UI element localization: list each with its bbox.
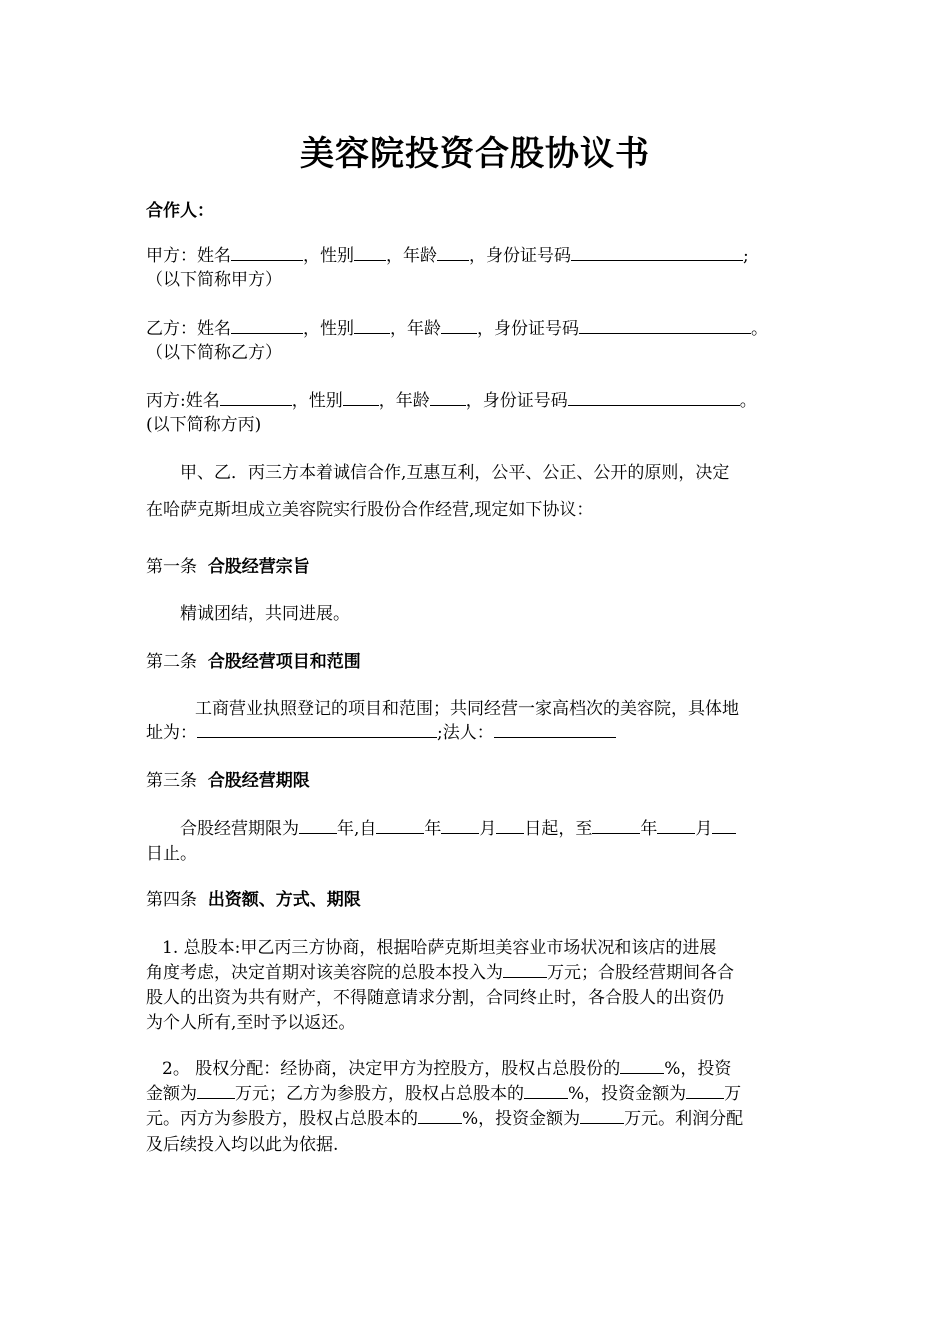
- id-blank: [579, 317, 751, 334]
- party-a-alias: （以下简称甲方）: [146, 270, 282, 290]
- article-2-line-2: 址为： ;法人：: [146, 721, 616, 745]
- article-4-item-2-line-4: 及后续投入均以此为依据.: [146, 1135, 339, 1155]
- article-4-item-1-line-3: 股人的出资为共有财产，不得随意请求分割，合同终止时，各合股人的出资仍: [146, 988, 724, 1008]
- name-blank: [231, 317, 303, 334]
- article-3-line-1: 合股经营期限为 年,自 年 月 日起，至 年 月: [180, 817, 736, 841]
- id-blank: [571, 244, 743, 261]
- article-4-heading: 第四条 出资额、方式、期限: [146, 890, 361, 910]
- party-b-alias: （以下简称乙方）: [146, 343, 282, 363]
- article-2-heading: 第二条 合股经营项目和范围: [146, 652, 361, 672]
- name-blank: [231, 244, 303, 261]
- age-blank: [430, 389, 466, 406]
- party-c-alias: (以下简称方丙): [146, 415, 262, 435]
- party-a-line: 甲方：姓名 ，性别 ，年龄 ，身份证号码 ;: [146, 246, 749, 266]
- article-4-item-1-line-4: 为个人所有,至时予以返还。: [146, 1013, 356, 1033]
- article-1-heading: 第一条 合股经营宗旨: [146, 557, 310, 577]
- gender-blank: [354, 317, 390, 334]
- total-capital-blank: [503, 961, 547, 978]
- article-4-item-2-line-3: 元。丙方为参股方，股权占总股本的 %，投资金额为 万元。利润分配: [146, 1109, 744, 1129]
- address-blank: [197, 721, 437, 738]
- name-blank: [220, 389, 292, 406]
- article-4-item-2-line-2: 金额为 万元；乙方为参股方，股权占总股本的 %，投资金额为 万: [146, 1084, 742, 1104]
- article-1-body: 精诚团结，共同进展。: [180, 604, 350, 624]
- legal-person-blank: [494, 721, 616, 738]
- article-4-item-1-line-1: 1. 总股本:甲乙丙三方协商，根据哈萨克斯坦美容业市场状况和该店的进展: [162, 938, 717, 958]
- article-3-line-2: 日止。: [146, 844, 197, 864]
- preamble-line-2: 在哈萨克斯坦成立美容院实行股份合作经营,现定如下协议：: [146, 500, 594, 520]
- article-2-line-1: 工商营业执照登记的项目和范围；共同经营一家高档次的美容院，具体地: [195, 699, 739, 719]
- document-title: 美容院投资合股协议书: [300, 134, 650, 174]
- preamble-line-1: 甲、乙．丙三方本着诚信合作,互惠互利，公平、公正、公开的原则，决定: [180, 463, 730, 483]
- age-blank: [441, 317, 477, 334]
- gender-blank: [343, 389, 379, 406]
- id-blank: [568, 389, 740, 406]
- article-4-item-1-line-2: 角度考虑，决定首期对该美容院的总股本投入为 万元；合股经营期间各合: [146, 963, 734, 983]
- party-b-line: 乙方：姓名 ，性别 ，年龄 ，身份证号码 。: [146, 319, 768, 339]
- party-c-line: 丙方:姓名 ，性别 ，年龄 ，身份证号码 。: [146, 391, 757, 411]
- gender-blank: [354, 244, 386, 261]
- age-blank: [437, 244, 469, 261]
- partners-heading: 合作人：: [146, 201, 214, 221]
- article-4-item-2-line-1: 2。 股权分配：经协商，决定甲方为控股方，股权占总股份的 %，投资: [162, 1059, 732, 1079]
- article-3-heading: 第三条 合股经营期限: [146, 771, 310, 791]
